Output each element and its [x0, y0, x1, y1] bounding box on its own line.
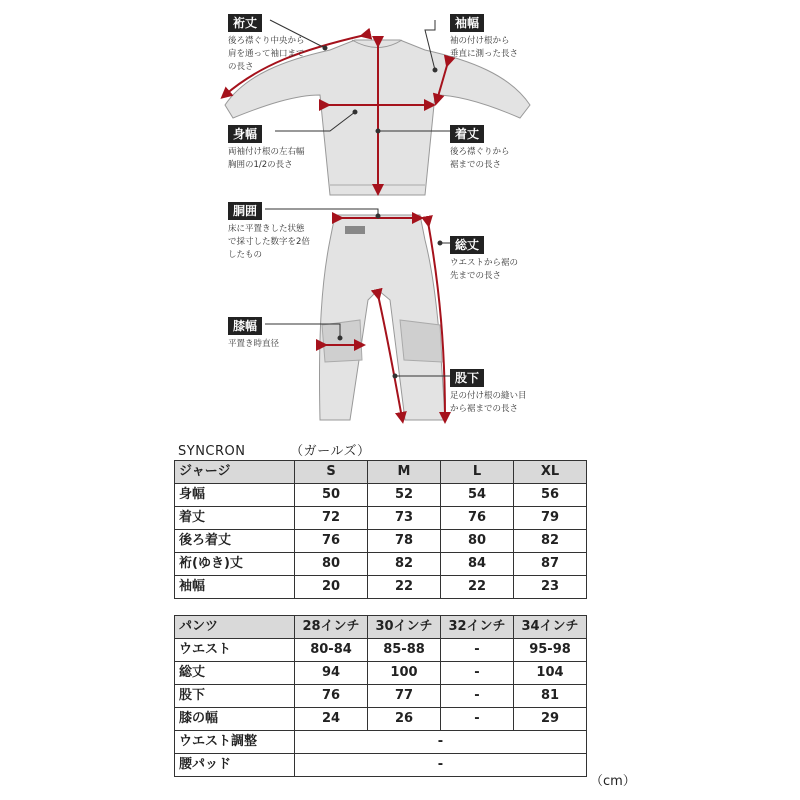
- table-cell: 81: [514, 685, 587, 708]
- table-row: [175, 754, 587, 777]
- table-cell: 85-88: [368, 639, 441, 662]
- header-cell: パンツ: [175, 616, 295, 639]
- table-cell: 52: [368, 484, 441, 507]
- table-cell: 80: [295, 553, 368, 576]
- table-cell: 78: [368, 530, 441, 553]
- row-label: ウエスト調整: [175, 731, 295, 754]
- table-cell: 20: [295, 576, 368, 599]
- label-yuki: 裄丈: [228, 14, 262, 32]
- table-cell: 76: [295, 530, 368, 553]
- table-cell: 100: [368, 662, 441, 685]
- table-header-row: [175, 461, 587, 484]
- row-label: 後ろ着丈: [175, 530, 295, 553]
- desc-mihaba: 両袖付け根の左右幅 胸囲の1/2の長さ: [228, 147, 305, 170]
- table-cell: -: [441, 685, 514, 708]
- row-label: ウエスト: [175, 639, 295, 662]
- header-cell: M: [368, 461, 441, 484]
- table-cell: 79: [514, 507, 587, 530]
- table-row: [175, 685, 587, 708]
- row-label: 総丈: [175, 662, 295, 685]
- table-cell: 50: [295, 484, 368, 507]
- label-sode: 袖幅: [450, 14, 484, 32]
- label-mihaba: 身幅: [228, 125, 262, 143]
- product-name: SYNCRON: [178, 444, 246, 459]
- label-hizahaba: 膝幅: [228, 317, 262, 335]
- desc-kitake: 後ろ襟ぐりから 裾までの長さ: [450, 147, 510, 170]
- row-label: 裄(ゆき)丈: [175, 553, 295, 576]
- desc-yuki: 後ろ襟ぐり中央から 肩を通って袖口まで の長さ: [228, 36, 305, 72]
- table-cell: 95-98: [514, 639, 587, 662]
- table-cell: 87: [514, 553, 587, 576]
- table-cell: 104: [514, 662, 587, 685]
- table-cell: 23: [514, 576, 587, 599]
- table-cell: 76: [441, 507, 514, 530]
- table-header-row: [175, 616, 587, 639]
- table-cell: 77: [368, 685, 441, 708]
- table-cell: 72: [295, 507, 368, 530]
- table-cell: 26: [368, 708, 441, 731]
- header-cell: L: [441, 461, 514, 484]
- row-label: 腰パッド: [175, 754, 295, 777]
- desc-sode: 袖の付け根から 垂直に測った長さ: [450, 36, 519, 59]
- jersey-size-table: [174, 460, 587, 599]
- table-row: [175, 484, 587, 507]
- table-cell: -: [295, 731, 587, 754]
- header-cell: 32インチ: [441, 616, 514, 639]
- table-cell: 94: [295, 662, 368, 685]
- header-cell: 28インチ: [295, 616, 368, 639]
- table-row: [175, 576, 587, 599]
- table-row: [175, 507, 587, 530]
- table-cell: 76: [295, 685, 368, 708]
- header-cell: XL: [514, 461, 587, 484]
- label-domawari: 胴囲: [228, 202, 262, 220]
- table-cell: 80: [441, 530, 514, 553]
- table-cell: 54: [441, 484, 514, 507]
- table-row: [175, 530, 587, 553]
- row-label: 身幅: [175, 484, 295, 507]
- desc-hizahaba: 平置き時直径: [228, 339, 280, 349]
- label-soutake: 総丈: [450, 236, 484, 254]
- label-kitake: 着丈: [450, 125, 484, 143]
- header-cell: ジャージ: [175, 461, 295, 484]
- desc-soutake: ウエストから裾の 先までの長さ: [450, 258, 519, 281]
- table-cell: 22: [441, 576, 514, 599]
- header-cell: S: [295, 461, 368, 484]
- table-cell: -: [295, 754, 587, 777]
- label-matashita: 股下: [450, 369, 484, 387]
- table-cell: 82: [514, 530, 587, 553]
- row-label: 袖幅: [175, 576, 295, 599]
- table-cell: 84: [441, 553, 514, 576]
- pants-size-table: [174, 615, 587, 777]
- table-row: [175, 662, 587, 685]
- desc-domawari: 床に平置きした状態 で採寸した数字を2倍 したもの: [228, 224, 310, 260]
- table-cell: -: [441, 639, 514, 662]
- table-cell: 56: [514, 484, 587, 507]
- row-label: 膝の幅: [175, 708, 295, 731]
- table-cell: 73: [368, 507, 441, 530]
- table-cell: -: [441, 708, 514, 731]
- table-cell: 24: [295, 708, 368, 731]
- row-label: 着丈: [175, 507, 295, 530]
- table-row: [175, 731, 587, 754]
- product-variant: （ガールズ）: [290, 444, 371, 459]
- header-cell: 30インチ: [368, 616, 441, 639]
- table-cell: -: [441, 662, 514, 685]
- table-row: [175, 708, 587, 731]
- product-title: [178, 440, 370, 459]
- table-cell: 29: [514, 708, 587, 731]
- table-row: [175, 553, 587, 576]
- table-cell: 22: [368, 576, 441, 599]
- unit-label: （cm）: [590, 774, 636, 789]
- table-cell: 80-84: [295, 639, 368, 662]
- table-row: [175, 639, 587, 662]
- row-label: 股下: [175, 685, 295, 708]
- header-cell: 34インチ: [514, 616, 587, 639]
- desc-matashita: 足の付け根の縫い目 から裾までの長さ: [450, 391, 527, 414]
- table-cell: 82: [368, 553, 441, 576]
